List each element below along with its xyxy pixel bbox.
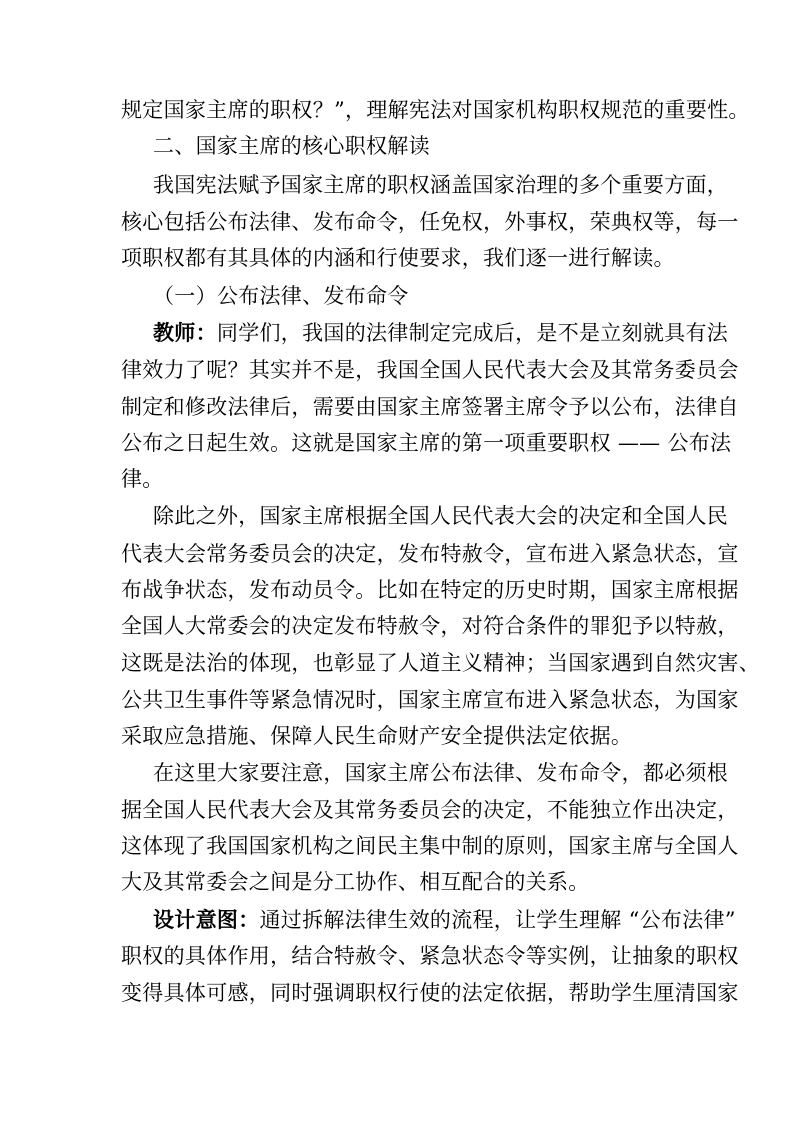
paragraph-line: 全国人大常委会的决定发布特赦令，对符合条件的罪犯予以特赦， [121,614,739,638]
paragraph-line: 大及其常委会之间是分工协作、相互配合的关系。 [121,870,590,894]
paragraph-line: 代表大会常务委员会的决定，发布特赦令，宣布进入紧急状态，宣 [121,542,739,566]
paragraph-line: 项职权都有其具体的内涵和行使要求，我们逐一进行解读。 [121,246,675,270]
paragraph-line: 我国宪法赋予国家主席的职权涵盖国家治理的多个重要方面， [153,173,729,197]
paragraph-line: 这既是法治的体现，也彰显了人道主义精神；当国家遇到自然灾害、 [121,651,760,675]
paragraph-line: 除此之外，国家主席根据全国人民代表大会的决定和全国人民 [153,504,729,528]
design-intent-label: 设计意图： [153,907,260,932]
teacher-label: 教师： [153,320,217,345]
paragraph-line: 布战争状态，发布动员令。比如在特定的历史时期，国家主席根据 [121,578,739,602]
paragraph-line: 采取应急措施、保障人民生命财产安全提供法定依据。 [121,724,633,748]
paragraph-line [153,905,794,935]
design-intent-text: 通过拆解法律生效的流程，让学生理解 “公布法律” [259,908,736,932]
paragraph-line: 公布之日起生效。这就是国家主席的第一项重要职权 —— 公布法 [121,431,732,455]
paragraph-line: 这体现了我国国家机构之间民主集中制的原则，国家主席与全国人 [121,834,739,858]
paragraph-line: 在这里大家要注意，国家主席公布法律、发布命令，都必须根 [153,761,729,785]
subsection-heading: （一）公布法律、发布命令 [153,284,409,308]
paragraph-line [153,318,794,348]
paragraph-line: 据全国人民代表大会及其常务委员会的决定，不能独立作出决定， [121,798,739,822]
paragraph-line: 律。 [121,467,164,491]
paragraph-line: 公共卫生事件等紧急情况时，国家主席宣布进入紧急状态，为国家 [121,688,739,712]
paragraph-line: 职权的具体作用，结合特赦令、紧急状态令等实例，让抽象的职权 [121,944,739,968]
teacher-speech: 同学们，我国的法律制定完成后，是不是立刻就具有法 [216,321,729,345]
paragraph-line: 制定和修改法律后，需要由国家主席签署主席令予以公布，法律自 [121,395,739,419]
section-heading: 二、国家主席的核心职权解读 [153,134,430,158]
paragraph-line: 律效力了呢？其实并不是，我国全国人民代表大会及其常务委员会 [121,358,739,382]
paragraph-line: 变得具体可感，同时强调职权行使的法定依据，帮助学生厘清国家 [121,981,739,1005]
paragraph-line: 规定国家主席的职权？”，理解宪法对国家机构职权规范的重要性。 [121,98,750,122]
paragraph-line: 核心包括公布法律、发布命令，任免权，外事权，荣典权等，每一 [121,210,739,234]
